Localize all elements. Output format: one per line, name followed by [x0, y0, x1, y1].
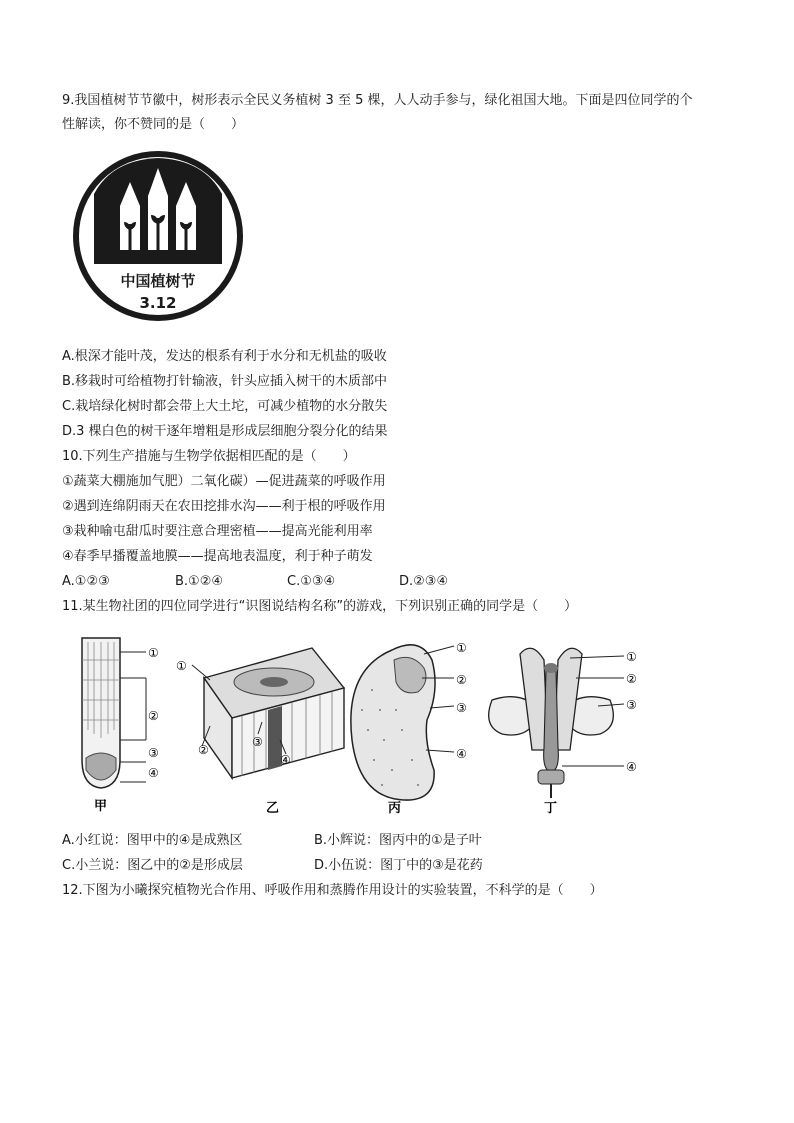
- q11-option-a: A.小红说：图甲中的④是成熟区: [62, 833, 243, 848]
- q11-option-d: D.小伍说：图丁中的③是花药: [314, 858, 483, 873]
- flower-label-4: ④: [626, 760, 637, 774]
- figure-root-tip: [82, 638, 159, 814]
- q11-option-b: B.小辉说：图丙中的①是子叶: [314, 833, 482, 848]
- arbor-day-logo: [72, 146, 244, 326]
- q10-option-d: D.②③④: [399, 574, 449, 589]
- seed-label-1: ①: [456, 641, 467, 655]
- logo-date: 3.12: [139, 294, 177, 312]
- flower-label-3: ③: [626, 698, 637, 712]
- seed-label-2: ②: [456, 673, 467, 687]
- q9-stem-line1: 9.我国植树节节徽中，树形表示全民义务植树 3 至 5 棵，人人动手参与，绿化祖国大地。下面是四位同学的个: [62, 93, 693, 108]
- caption-bing: 丙: [388, 801, 402, 816]
- root-label-1: ①: [148, 646, 159, 660]
- root-label-3: ③: [148, 746, 159, 760]
- q9-option-a: A.根深才能叶茂，发达的根系有利于水分和无机盐的吸收: [62, 349, 387, 364]
- q10-option-a: A.①②③: [62, 574, 110, 589]
- stem-label-1: ①: [176, 659, 187, 673]
- seed-label-4: ④: [456, 747, 467, 761]
- q9-option-d: D.3 棵白色的树干逐年增粗是形成层细胞分裂分化的结果: [62, 424, 388, 439]
- q10-item-2: ②遇到连绵阴雨天在农田挖排水沟——利于根的呼吸作用: [62, 499, 386, 514]
- stem-label-2: ②: [198, 743, 209, 757]
- q9-stem-line2: 性解读，你不赞同的是（ ）: [62, 117, 245, 132]
- q10-option-c: C.①③④: [287, 574, 336, 589]
- root-label-4: ④: [148, 766, 159, 780]
- seed-label-3: ③: [456, 701, 467, 715]
- caption-ding: 丁: [544, 801, 558, 816]
- q9-option-c: C.栽培绿化树时都会带上大土坨，可减少植物的水分散失: [62, 399, 388, 414]
- q12-stem: 12.下图为小曦探究植物光合作用、呼吸作用和蒸腾作用设计的实验装置，不科学的是（ ）: [62, 883, 603, 898]
- flower-label-2: ②: [626, 672, 637, 686]
- logo-title: 中国植树节: [120, 272, 196, 290]
- q10-item-4: ④春季早播覆盖地膜——提高地表温度，利于种子萌发: [62, 549, 373, 564]
- root-label-2: ②: [148, 709, 159, 723]
- q11-figures: [62, 630, 662, 820]
- figure-flower: [489, 648, 637, 816]
- caption-yi: 乙: [266, 801, 280, 816]
- figure-bean-seed: [351, 641, 467, 816]
- q10-item-1: ①蔬菜大棚施加气肥）二氧化碳）—促进蔬菜的呼吸作用: [62, 474, 386, 489]
- caption-jia: 甲: [94, 799, 108, 814]
- q11-stem: 11.某生物社团的四位同学进行“识图说结构名称”的游戏，下列识别正确的同学是（ ）: [62, 599, 578, 614]
- flower-label-1: ①: [626, 650, 637, 664]
- stem-label-3: ③: [252, 735, 263, 749]
- q10-option-b: B.①②④: [175, 574, 224, 589]
- q9-option-b: B.移栽时可给植物打针输液，针头应插入树干的木质部中: [62, 374, 388, 389]
- stem-label-4: ④: [280, 753, 291, 767]
- q10-stem: 10.下列生产措施与生物学依据相匹配的是（ ）: [62, 449, 356, 464]
- q11-option-c: C.小兰说：图乙中的②是形成层: [62, 858, 243, 873]
- q10-item-3: ③栽种喻屯甜瓜时要注意合理密植——提高光能利用率: [62, 524, 373, 539]
- figure-stem-section: [176, 648, 344, 816]
